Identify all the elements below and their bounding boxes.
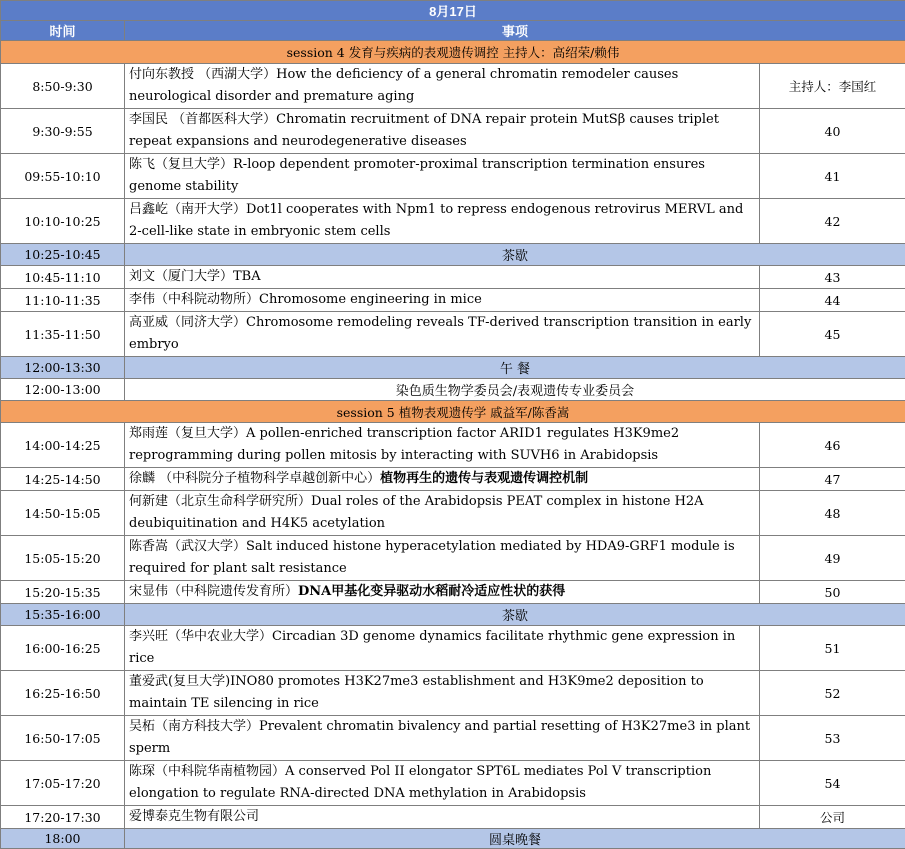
talk-title: Chromosome remodeling reveals TF-derived transcription transition in early embryo: [129, 315, 751, 352]
speaker: 陈香嵩（武汉大学）: [129, 539, 246, 554]
break-time: 15:35-16:00: [1, 604, 125, 626]
break-label: 茶歇: [125, 604, 905, 626]
talk-title: TBA: [233, 269, 261, 284]
talk-title: INO80 promotes H3K27me3 establishment and H3K9me2 deposition to maintain TE silencing in rice: [129, 674, 704, 711]
talk-time: 15:05-15:20: [1, 536, 125, 581]
talk-row: [1, 761, 905, 806]
break-time: 10:25-10:45: [1, 244, 125, 266]
talk-row: [1, 423, 905, 468]
talk-note: 42: [760, 199, 905, 244]
talk-title: Prevalent chromatin bivalency and partial resetting of H3K27me3 in plant sperm: [129, 719, 750, 756]
talk-time: 16:00-16:25: [1, 626, 125, 671]
talk-note: 41: [760, 154, 905, 199]
talk-row: [1, 154, 905, 199]
break-row: [1, 604, 905, 626]
talk-note: 53: [760, 716, 905, 761]
talk-note: 44: [760, 289, 905, 312]
talk-cell: [125, 423, 760, 468]
talk-row: [1, 199, 905, 244]
talk-row: [1, 266, 905, 289]
talk-row: [1, 64, 905, 109]
talk-cell: [125, 312, 760, 357]
talk-title: Salt induced histone hyperacetylation mediated by HDA9-GRF1 module is required for plant salt resistance: [129, 539, 735, 576]
talk-cell: [125, 761, 760, 806]
talk-title: R-loop dependent promoter-proximal transcription termination ensures genome stability: [129, 157, 705, 194]
talk-title: 植物再生的遗传与表观遗传调控机制: [380, 471, 588, 486]
sponsor-name: 爱博泰克生物有限公司: [125, 806, 760, 829]
sponsor-time: 17:20-17:30: [1, 806, 125, 829]
session4-title: session 4 发育与疾病的表观遗传调控 主持人：高绍荣/赖伟: [1, 41, 905, 64]
sponsor-note: 公司: [760, 806, 905, 829]
talk-cell: [125, 109, 760, 154]
talk-note: 50: [760, 581, 905, 604]
speaker: 吴柘（南方科技大学）: [129, 719, 259, 734]
session5-title: session 5 植物表观遗传学 戚益军/陈香嵩: [1, 401, 905, 423]
talk-time: 16:50-17:05: [1, 716, 125, 761]
talk-row: [1, 671, 905, 716]
talk-cell: [125, 581, 760, 604]
session-header-row: [1, 401, 905, 423]
talk-title: Dot1l cooperates with Npm1 to repress endogenous retrovirus MERVL and 2-cell-like state in embryonic stem cells: [129, 202, 743, 239]
talk-note: 40: [760, 109, 905, 154]
talk-cell: [125, 491, 760, 536]
dinner-label: 圆桌晚餐: [125, 829, 905, 849]
talk-row: [1, 716, 905, 761]
date-title: 8月17日: [1, 1, 905, 21]
speaker: 陈飞（复旦大学）: [129, 157, 233, 172]
talk-title: Dual roles of the Arabidopsis PEAT complex in histone H2A deubiquitination and H4K5 acetylation: [129, 494, 704, 531]
speaker: 郑雨莲（复旦大学）: [129, 426, 246, 441]
talk-title: A conserved Pol II elongator SPT6L mediates Pol V transcription elongation to regulate RNA-directed DNA methylation in Arabidopsis: [129, 764, 711, 801]
speaker: 高亚威（同济大学）: [129, 315, 246, 330]
session-header-row: [1, 41, 905, 64]
talk-cell: [125, 536, 760, 581]
talk-row: [1, 109, 905, 154]
talk-note: 47: [760, 468, 905, 491]
speaker: 宋显伟（中科院遗传发育所）: [129, 584, 298, 599]
talk-cell: [125, 716, 760, 761]
break-label: 茶歇: [125, 244, 905, 266]
talk-note: 43: [760, 266, 905, 289]
talk-cell: [125, 671, 760, 716]
sponsor-row: [1, 806, 905, 829]
talk-note: 48: [760, 491, 905, 536]
talk-time: 9:30-9:55: [1, 109, 125, 154]
lunch-row: [1, 357, 905, 379]
talk-note: 54: [760, 761, 905, 806]
talk-cell: [125, 626, 760, 671]
talk-cell: [125, 64, 760, 109]
talk-row: [1, 626, 905, 671]
talk-row: [1, 289, 905, 312]
talk-time: 14:00-14:25: [1, 423, 125, 468]
talk-note: 46: [760, 423, 905, 468]
date-header-row: [1, 1, 905, 21]
speaker: 李兴旺（华中农业大学）: [129, 629, 272, 644]
talk-row: [1, 491, 905, 536]
speaker: 何新建（北京生命科学研究所）: [129, 494, 311, 509]
dinner-row: [1, 829, 905, 849]
lunch-time: 12:00-13:30: [1, 357, 125, 379]
item-header: 事项: [125, 21, 905, 41]
talk-row: [1, 581, 905, 604]
speaker: 李国民 （首都医科大学）: [129, 112, 276, 127]
talk-cell: [125, 266, 760, 289]
committee-label: 染色质生物学委员会/表观遗传专业委员会: [125, 379, 905, 401]
speaker: 付向东教授 （西湖大学）: [129, 67, 276, 82]
talk-time: 8:50-9:30: [1, 64, 125, 109]
talk-time: 11:35-11:50: [1, 312, 125, 357]
time-header: 时间: [1, 21, 125, 41]
talk-time: 14:25-14:50: [1, 468, 125, 491]
talk-time: 11:10-11:35: [1, 289, 125, 312]
talk-title: Chromatin recruitment of DNA repair protein MutSβ causes triplet repeat expansions and neurodegenerative diseases: [129, 112, 719, 149]
talk-title: A pollen-enriched transcription factor ARID1 regulates H3K9me2 reprogramming during pollen mitosis by interacting with SUVH6 in Arabidopsis: [129, 426, 679, 463]
dinner-time: 18:00: [1, 829, 125, 849]
committee-time: 12:00-13:00: [1, 379, 125, 401]
talk-time: 10:10-10:25: [1, 199, 125, 244]
talk-note: 45: [760, 312, 905, 357]
talk-cell: [125, 289, 760, 312]
talk-time: 14:50-15:05: [1, 491, 125, 536]
talk-row: [1, 312, 905, 357]
committee-row: [1, 379, 905, 401]
talk-title: DNA甲基化变异驱动水稻耐冷适应性状的获得: [298, 584, 565, 599]
column-header-row: [1, 21, 905, 41]
talk-row: [1, 468, 905, 491]
speaker: 吕鑫屹（南开大学）: [129, 202, 246, 217]
talk-time: 09:55-10:10: [1, 154, 125, 199]
speaker: 李伟（中科院动物所）: [129, 292, 259, 307]
speaker: 刘文（厦门大学）: [129, 269, 233, 284]
talk-note: 52: [760, 671, 905, 716]
talk-cell: [125, 468, 760, 491]
break-row: [1, 244, 905, 266]
talk-note: 49: [760, 536, 905, 581]
speaker: 徐麟 （中科院分子植物科学卓越创新中心）: [129, 471, 380, 486]
speaker: 董爱武(复旦大学): [129, 674, 230, 689]
talk-title: Chromosome engineering in mice: [259, 292, 482, 307]
speaker: 陈琛（中科院华南植物园）: [129, 764, 285, 779]
talk-title: Circadian 3D genome dynamics facilitate rhythmic gene expression in rice: [129, 629, 735, 666]
talk-note: 主持人：李国红: [760, 64, 905, 109]
talk-time: 17:05-17:20: [1, 761, 125, 806]
talk-time: 16:25-16:50: [1, 671, 125, 716]
talk-row: [1, 536, 905, 581]
lunch-label: 午 餐: [125, 357, 905, 379]
talk-note: 51: [760, 626, 905, 671]
talk-cell: [125, 154, 760, 199]
talk-cell: [125, 199, 760, 244]
talk-title: How the deficiency of a general chromatin remodeler causes neurological disorder and premature aging: [129, 67, 678, 104]
talk-time: 10:45-11:10: [1, 266, 125, 289]
talk-time: 15:20-15:35: [1, 581, 125, 604]
